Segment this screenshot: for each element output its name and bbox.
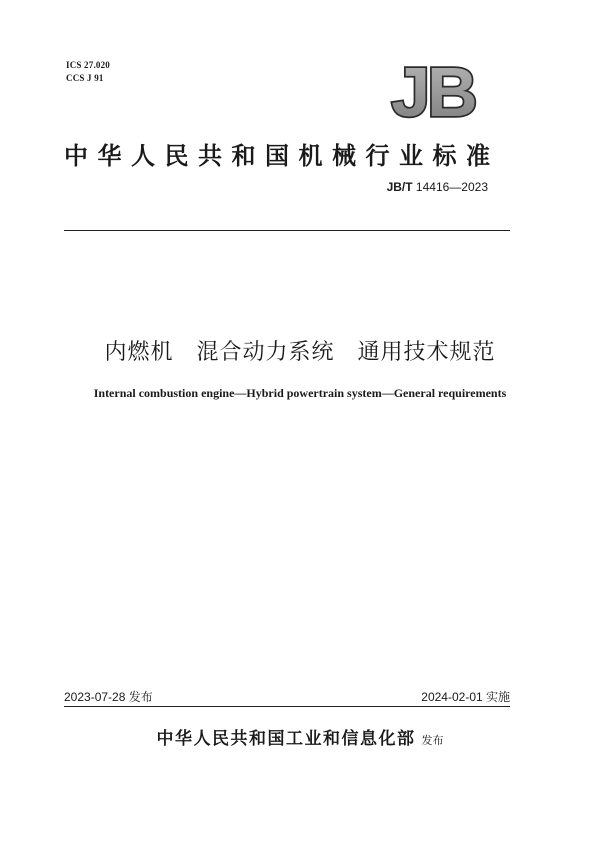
publish-label: 发布 xyxy=(421,734,444,747)
jb-logo xyxy=(378,58,488,124)
standard-code: 14416—2023 xyxy=(415,180,488,194)
issue-date: 2023-07-28 发布 xyxy=(64,690,153,704)
svg-text:JB: JB xyxy=(391,58,475,124)
issuing-authority xyxy=(0,724,600,749)
english-title: Internal combustion engine—Hybrid powertrain system—General requirements xyxy=(93,386,507,400)
ics-code: ICS 27.020 xyxy=(66,60,111,70)
bottom-divider xyxy=(64,706,510,707)
implementation-date: 2024-02-01 实施 xyxy=(421,690,510,704)
top-divider xyxy=(64,230,510,231)
industry-standard-title: 中华人民共和国机械行业标准 xyxy=(64,142,500,170)
ccs-code: CCS J 91 xyxy=(66,73,104,83)
issuer-name: 中华人民共和国工业和信息化部 xyxy=(156,729,416,749)
standard-number xyxy=(387,180,488,194)
chinese-title: 内燃机 混合动力系统 通用技术规范 xyxy=(104,340,496,365)
standard-prefix: JB/T xyxy=(386,180,413,194)
